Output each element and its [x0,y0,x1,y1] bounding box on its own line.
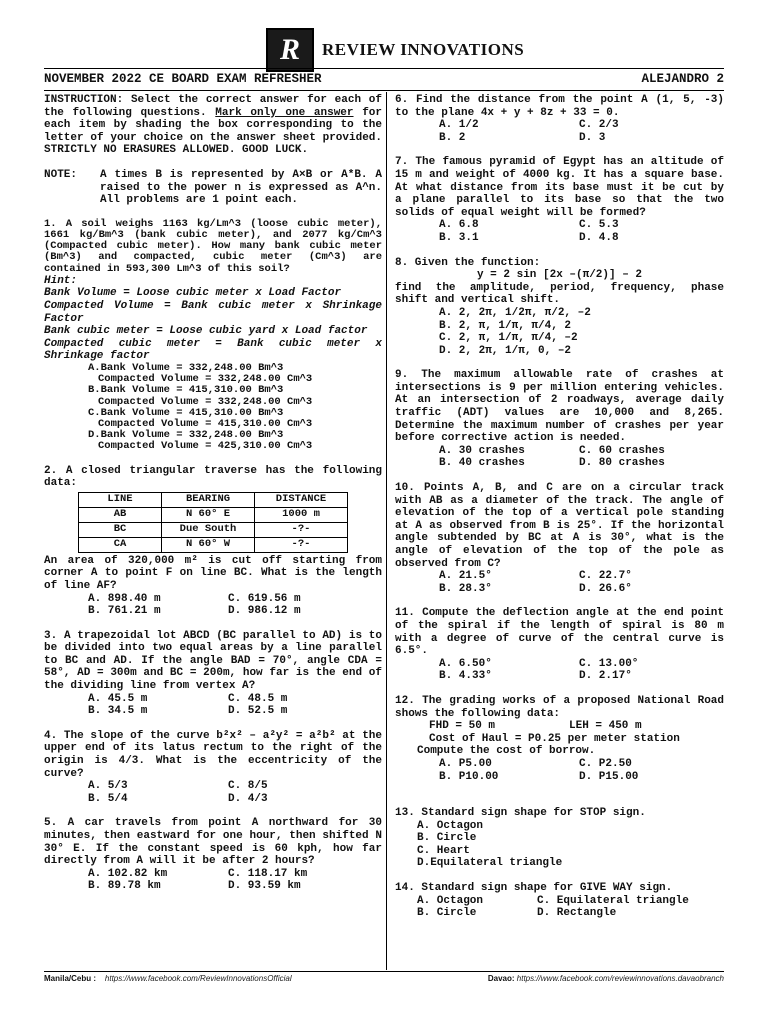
option: B. 40 crashes [439,457,525,470]
equation-8: y = 2 sin [2x –(π/2)] – 2 [476,269,643,282]
option: B. 2 [439,131,466,144]
option: D. P15.00 [579,770,639,783]
option: A. 5/3 [88,780,128,793]
option: C. 13.00° [579,657,639,670]
options-14 [395,895,724,920]
option: B. Circle [417,832,477,845]
question-5: 5. A car travels from point A northward for 30 minutes, then eastward for one hour, then shifted N 30° E. If the constant speed is 60 kph, how far directly from A will it be after 2 hours? [44,817,382,868]
question-12-ask: Compute the cost of borrow. [417,745,596,758]
options-9 [395,445,724,470]
option: C. 5.3 [579,219,619,232]
option: D. 2, 2π, 1/π, 0, –2 [439,344,572,357]
column-divider [386,92,387,970]
question-2: 2. A closed triangular traverse has the following data: [44,464,382,490]
option: B. 4.33° [439,670,492,683]
exam-title: NOVEMBER 2022 CE BOARD EXAM REFRESHER [44,72,322,86]
option: C. 118.17 km [228,867,308,880]
option: D. 26.6° [579,582,632,595]
question-11: 11. Compute the deflection angle at the end point of the spiral if the length of spiral is 80 m with a degree of curve of the central curve is 6.5°. [395,607,724,658]
haul-cost: Cost of Haul = P0.25 per meter station [429,732,680,745]
option: A. 6.50° [439,657,492,670]
header-rule-bottom [44,90,724,91]
option: A. 6.8 [439,219,479,232]
data-12 [395,720,724,733]
note-text: A times B is represented by A×B or A*B. A raised to the power n is expressed as A^n. All problems are 1 point each. [100,168,382,207]
options-5 [44,868,382,893]
options-8 [395,307,724,357]
option: B. 5/4 [88,792,128,805]
option: A. Octagon [417,819,484,832]
option-1a-2: Compacted Volume = 332,248.00 Cm^3 [98,373,313,386]
table-row [79,522,348,537]
option: D. 80 crashes [579,457,665,470]
question-8: 8. Given the function: [395,256,541,269]
right-column [395,94,724,920]
hint-1: Bank Volume = Loose cubic meter x Load Factor [44,287,342,300]
footer-right-link[interactable]: https://www.facebook.com/reviewinnovations.davaobranch [516,974,724,983]
left-column [44,94,382,893]
options-11 [395,658,724,683]
option: C. Equilateral triangle [537,894,689,907]
note [44,169,382,207]
question-6: 6. Find the distance from the point A (1, 5, -3) to the plane 4x + y + 8z + 33 = 0. [395,94,724,119]
option-1b: B.Bank Volume = 415,310.00 Bm^3 [88,384,284,397]
option: A. P5.00 [439,757,492,770]
col-header: BEARING [162,492,255,507]
leh-value: LEH = 450 m [569,720,642,733]
footer-rule [44,971,724,972]
table-cell: AB [79,507,162,522]
traverse-table [78,492,348,553]
table-cell: N 60° W [162,537,255,552]
option: C. 2, π, 1/π, π/4, –2 [439,332,578,345]
option: C. Heart [417,844,470,857]
option-1a: A.Bank Volume = 332,248.00 Bm^3 [88,361,284,374]
option: D. 93.59 km [228,880,301,893]
footer-left [44,974,292,983]
options-12 [395,758,724,783]
footer-left-link[interactable]: https://www.facebook.com/ReviewInnovationsOfficial [104,974,292,983]
question-4: 4. The slope of the curve b²x² – a²y² = a²b² at the upper end of its latus rectum to the right of the origin is 4/3. What is the eccentricity of the curve? [44,729,382,780]
option: A. 898.40 m [88,592,161,605]
options-4 [44,780,382,805]
question-2-continued: An area of 320,000 m² is cut off starting from corner A to point F on line BC. What is the length of line AF? [44,554,382,592]
header-rule-top [44,68,724,69]
options-7 [395,219,724,244]
option: B. 2, π, 1/π, π/4, 2 [439,319,572,332]
option: A. 30 crashes [439,444,525,457]
option: D. 4/3 [228,792,268,805]
option: A. 102.82 km [88,867,168,880]
option: B. P10.00 [439,770,499,783]
question-9: 9. The maximum allowable rate of crashes at intersections is 9 per million entering vehicles. At an intersection of 2 roadways, average daily traffic (ADT) values are 10,000 and 8,265. Determine the maximum number of crashes per year before corrective action is needed. [395,369,724,445]
question-10: 10. Points A, B, and C are on a circular track with AB as a diameter of the track. The angle of elevation of the top of a vertical pole standing at A as observed from B is 25°. If the horizontal angle subtended by BC at A is 30°, what is the angle of elevation of the top of the pole as observed from C? [395,482,724,570]
option: C. 619.56 m [228,592,301,605]
option: D. 52.5 m [228,705,288,718]
brand-logo [266,28,524,72]
option: D. 3 [579,131,606,144]
hint-4: Compacted cubic meter = Bank cubic meter x Shrinkage factor [44,337,382,363]
option: D. 986.12 m [228,605,301,618]
hint-3: Bank cubic meter = Loose cubic yard x Load factor [44,325,368,338]
brand-name: REVIEW INNOVATIONS [322,40,525,59]
table-cell: -?- [255,522,348,537]
option: D. Rectangle [537,907,617,920]
col-header: DISTANCE [255,492,348,507]
table-cell: N 60° E [162,507,255,522]
option-1c-2: Compacted Volume = 415,310.00 Cm^3 [98,417,313,430]
question-8-continued: find the amplitude, period, frequency, phase shift and vertical shift. [395,281,724,307]
question-13: 13. Standard sign shape for STOP sign. [395,807,646,820]
option: B. 3.1 [439,231,479,244]
question-7: 7. The famous pyramid of Egypt has an altitude of 15 m and weight of 4000 kg. It has a square base. At what distance from its base must it be cut by a plane parallel to its base so that the two solids of equal weight will be formed? [395,156,724,219]
option: A. 1/2 [439,119,479,132]
hint-label: Hint: [44,274,78,287]
option: C. 48.5 m [228,692,288,705]
options-10 [395,570,724,595]
option-1d-2: Compacted Volume = 425,310.00 Cm^3 [98,440,313,453]
question-14: 14. Standard sign shape for GIVE WAY sign. [395,882,673,895]
table-header-row [79,492,348,507]
question-1: 1. A soil weighs 1163 kg/Lm^3 (loose cubic meter), 1661 kg/Bm^3 (bank cubic meter), and 2077 kg/Cm^3 (Compacted cubic meter). How many bank cubic meter (Bm^3) and compacted, cubic meter (Cm^3) are contained in 593,300 Lm^3 of this soil? [44,217,382,275]
option: C. 60 crashes [579,444,665,457]
col-header: LINE [79,492,162,507]
question-3: 3. A trapezoidal lot ABCD (BC parallel to AD) is to be divided into two equal areas by a line parallel to BC and AD. If the angle BAD = 70°, angle CDA = 58°, AD = 300m and BC = 200m, how far is the end of the dividing line from vertex A? [44,629,382,693]
exam-header [44,72,724,86]
option: D. 4.8 [579,231,619,244]
option: C. 8/5 [228,780,268,793]
option: B. 34.5 m [88,705,148,718]
option: D.Equilateral triangle [417,857,563,870]
table-cell: Due South [162,522,255,537]
option-1c: C.Bank Volume = 415,310.00 Bm^3 [88,406,284,419]
option-1d: D.Bank Volume = 332,248.00 Bm^3 [88,429,284,442]
option: A. 2, 2π, 1/2π, π/2, –2 [439,306,591,319]
option: B. Circle [417,907,477,920]
logo-mark: R [266,28,314,72]
footer-right-label: Davao: [487,974,515,983]
table-cell: 1000 m [255,507,348,522]
instruction: INSTRUCTION: Select the correct answer for each of the following questions. Mark only one answer for each item by shading the box corresponding to the letter of your choice on the answer sheet provided. STRICTLY NO ERASURES ALLOWED. GOOD LUCK. [44,94,383,157]
table-cell: BC [79,522,162,537]
table-cell: CA [79,537,162,552]
fhd-value: FHD = 50 m [429,720,496,733]
hint-2: Compacted Volume = Bank cubic meter x Shrinkage Factor [44,299,382,325]
options-6 [395,119,724,144]
option: B. 28.3° [439,582,492,595]
option: B. 761.21 m [88,605,161,618]
note-label: NOTE: [44,168,78,181]
option-1b-2: Compacted Volume = 332,248.00 Cm^3 [98,395,313,408]
table-row [79,537,348,552]
option: B. 89.78 km [88,880,161,893]
option: D. 2.17° [579,670,632,683]
option: A. 21.5° [439,570,492,583]
set-label: ALEJANDRO 2 [641,72,724,86]
question-12: 12. The grading works of a proposed National Road shows the following data: [395,694,724,720]
table-cell: -?- [255,537,348,552]
option: C. 22.7° [579,570,632,583]
footer [44,974,724,983]
options-2 [44,593,382,618]
options-13 [395,820,724,870]
footer-right [488,974,724,983]
table-row [79,507,348,522]
option: A. 45.5 m [88,692,148,705]
option: A. Octagon [417,894,484,907]
option: C. P2.50 [579,757,632,770]
option: C. 2/3 [579,119,619,132]
footer-left-label: Manila/Cebu : [44,974,97,983]
options-3 [44,693,382,718]
